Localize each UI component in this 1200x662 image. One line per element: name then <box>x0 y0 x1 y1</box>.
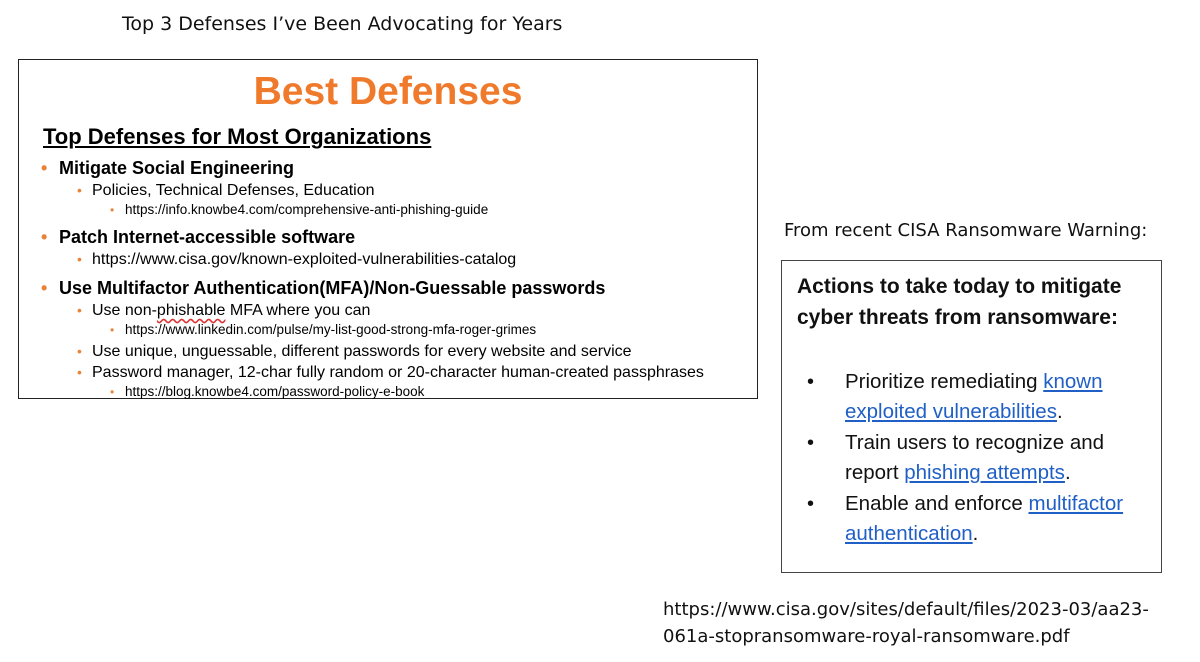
resource-link[interactable]: https://blog.knowbe4.com/password-policy-e-book <box>125 384 425 399</box>
sub-item-label: Policies, Technical Defenses, Education <box>92 182 375 199</box>
action-text: Train users to recognize and report <box>845 431 1105 484</box>
best-defenses-slide <box>18 59 758 399</box>
sub-item-label: Password manager, 12-char fully random or 20-character human-created passphrases <box>92 364 704 381</box>
bullet-icon: • <box>110 203 115 217</box>
bullet-icon: • <box>110 323 115 337</box>
defense-label: Mitigate Social Engineering <box>59 158 295 178</box>
bullet-icon: • <box>807 493 815 515</box>
bullet-icon: • <box>77 364 82 380</box>
sub-item-text-end: MFA where you can <box>225 302 371 319</box>
bullet-icon: • <box>807 432 815 454</box>
sub-item <box>39 362 751 383</box>
resource-link[interactable]: https://www.cisa.gov/known-exploited-vulnerabilities-catalog <box>92 251 517 268</box>
action-link[interactable]: phishing attempts <box>904 461 1065 484</box>
sub-item-text-start: Use non- <box>92 302 157 319</box>
cisa-action-item <box>807 489 1145 549</box>
bullet-icon: • <box>41 278 48 298</box>
bullet-icon: • <box>77 251 82 267</box>
action-punctuation: . <box>1056 400 1063 423</box>
bullet-icon: • <box>77 182 82 198</box>
cisa-heading: Actions to take today to mitigate cyber threats from ransomware: <box>797 275 1122 329</box>
resource-link-row <box>39 201 751 219</box>
defense-item-social-engineering <box>39 156 751 180</box>
defense-item-patch <box>39 225 751 249</box>
bullet-icon: • <box>110 385 115 399</box>
action-link[interactable]: multifactor authentication <box>845 492 1124 545</box>
source-url[interactable]: https://www.cisa.gov/sites/default/files/2023-03/aa23-061a-stopransomware-royal-ransomware.pdf <box>663 599 1149 647</box>
slide-title: Best Defenses <box>253 70 523 113</box>
sub-item <box>39 180 751 201</box>
defense-item-mfa <box>39 276 751 300</box>
cisa-caption: From recent CISA Ransomware Warning: <box>784 220 1148 241</box>
cisa-action-item <box>807 428 1145 488</box>
resource-link-row <box>39 383 751 401</box>
sub-item <box>39 300 751 321</box>
bullet-icon: • <box>41 158 48 178</box>
defense-label: Patch Internet-accessible software <box>59 227 356 247</box>
sub-item <box>39 341 751 362</box>
slide-subtitle: Top Defenses for Most Organizations <box>43 124 432 149</box>
top-caption: Top 3 Defenses I’ve Been Advocating for Years <box>122 13 563 35</box>
spellcheck-word: phishable <box>156 302 226 319</box>
resource-link-row <box>39 249 751 270</box>
bullet-icon: • <box>77 302 82 318</box>
resource-link[interactable]: https://www.linkedin.com/pulse/my-list-good-strong-mfa-roger-grimes <box>125 322 537 337</box>
cisa-warning-box <box>781 260 1162 573</box>
cisa-action-item <box>807 367 1145 427</box>
action-punctuation: . <box>972 522 979 545</box>
action-link[interactable]: known exploited vulnerabilities <box>845 370 1103 423</box>
resource-link-row <box>39 321 751 339</box>
sub-item-label: Use unique, unguessable, different passwords for every website and service <box>92 343 632 360</box>
action-text: Enable and enforce <box>845 492 1029 515</box>
bullet-icon: • <box>77 343 82 359</box>
bullet-icon: • <box>41 227 48 247</box>
defense-list <box>39 156 751 403</box>
defense-label: Use Multifactor Authentication(MFA)/Non-Guessable passwords <box>59 278 606 298</box>
action-text: Prioritize remediating <box>845 370 1044 393</box>
bullet-icon: • <box>807 371 815 393</box>
resource-link[interactable]: https://info.knowbe4.com/comprehensive-anti-phishing-guide <box>125 202 489 217</box>
action-punctuation: . <box>1064 461 1071 484</box>
